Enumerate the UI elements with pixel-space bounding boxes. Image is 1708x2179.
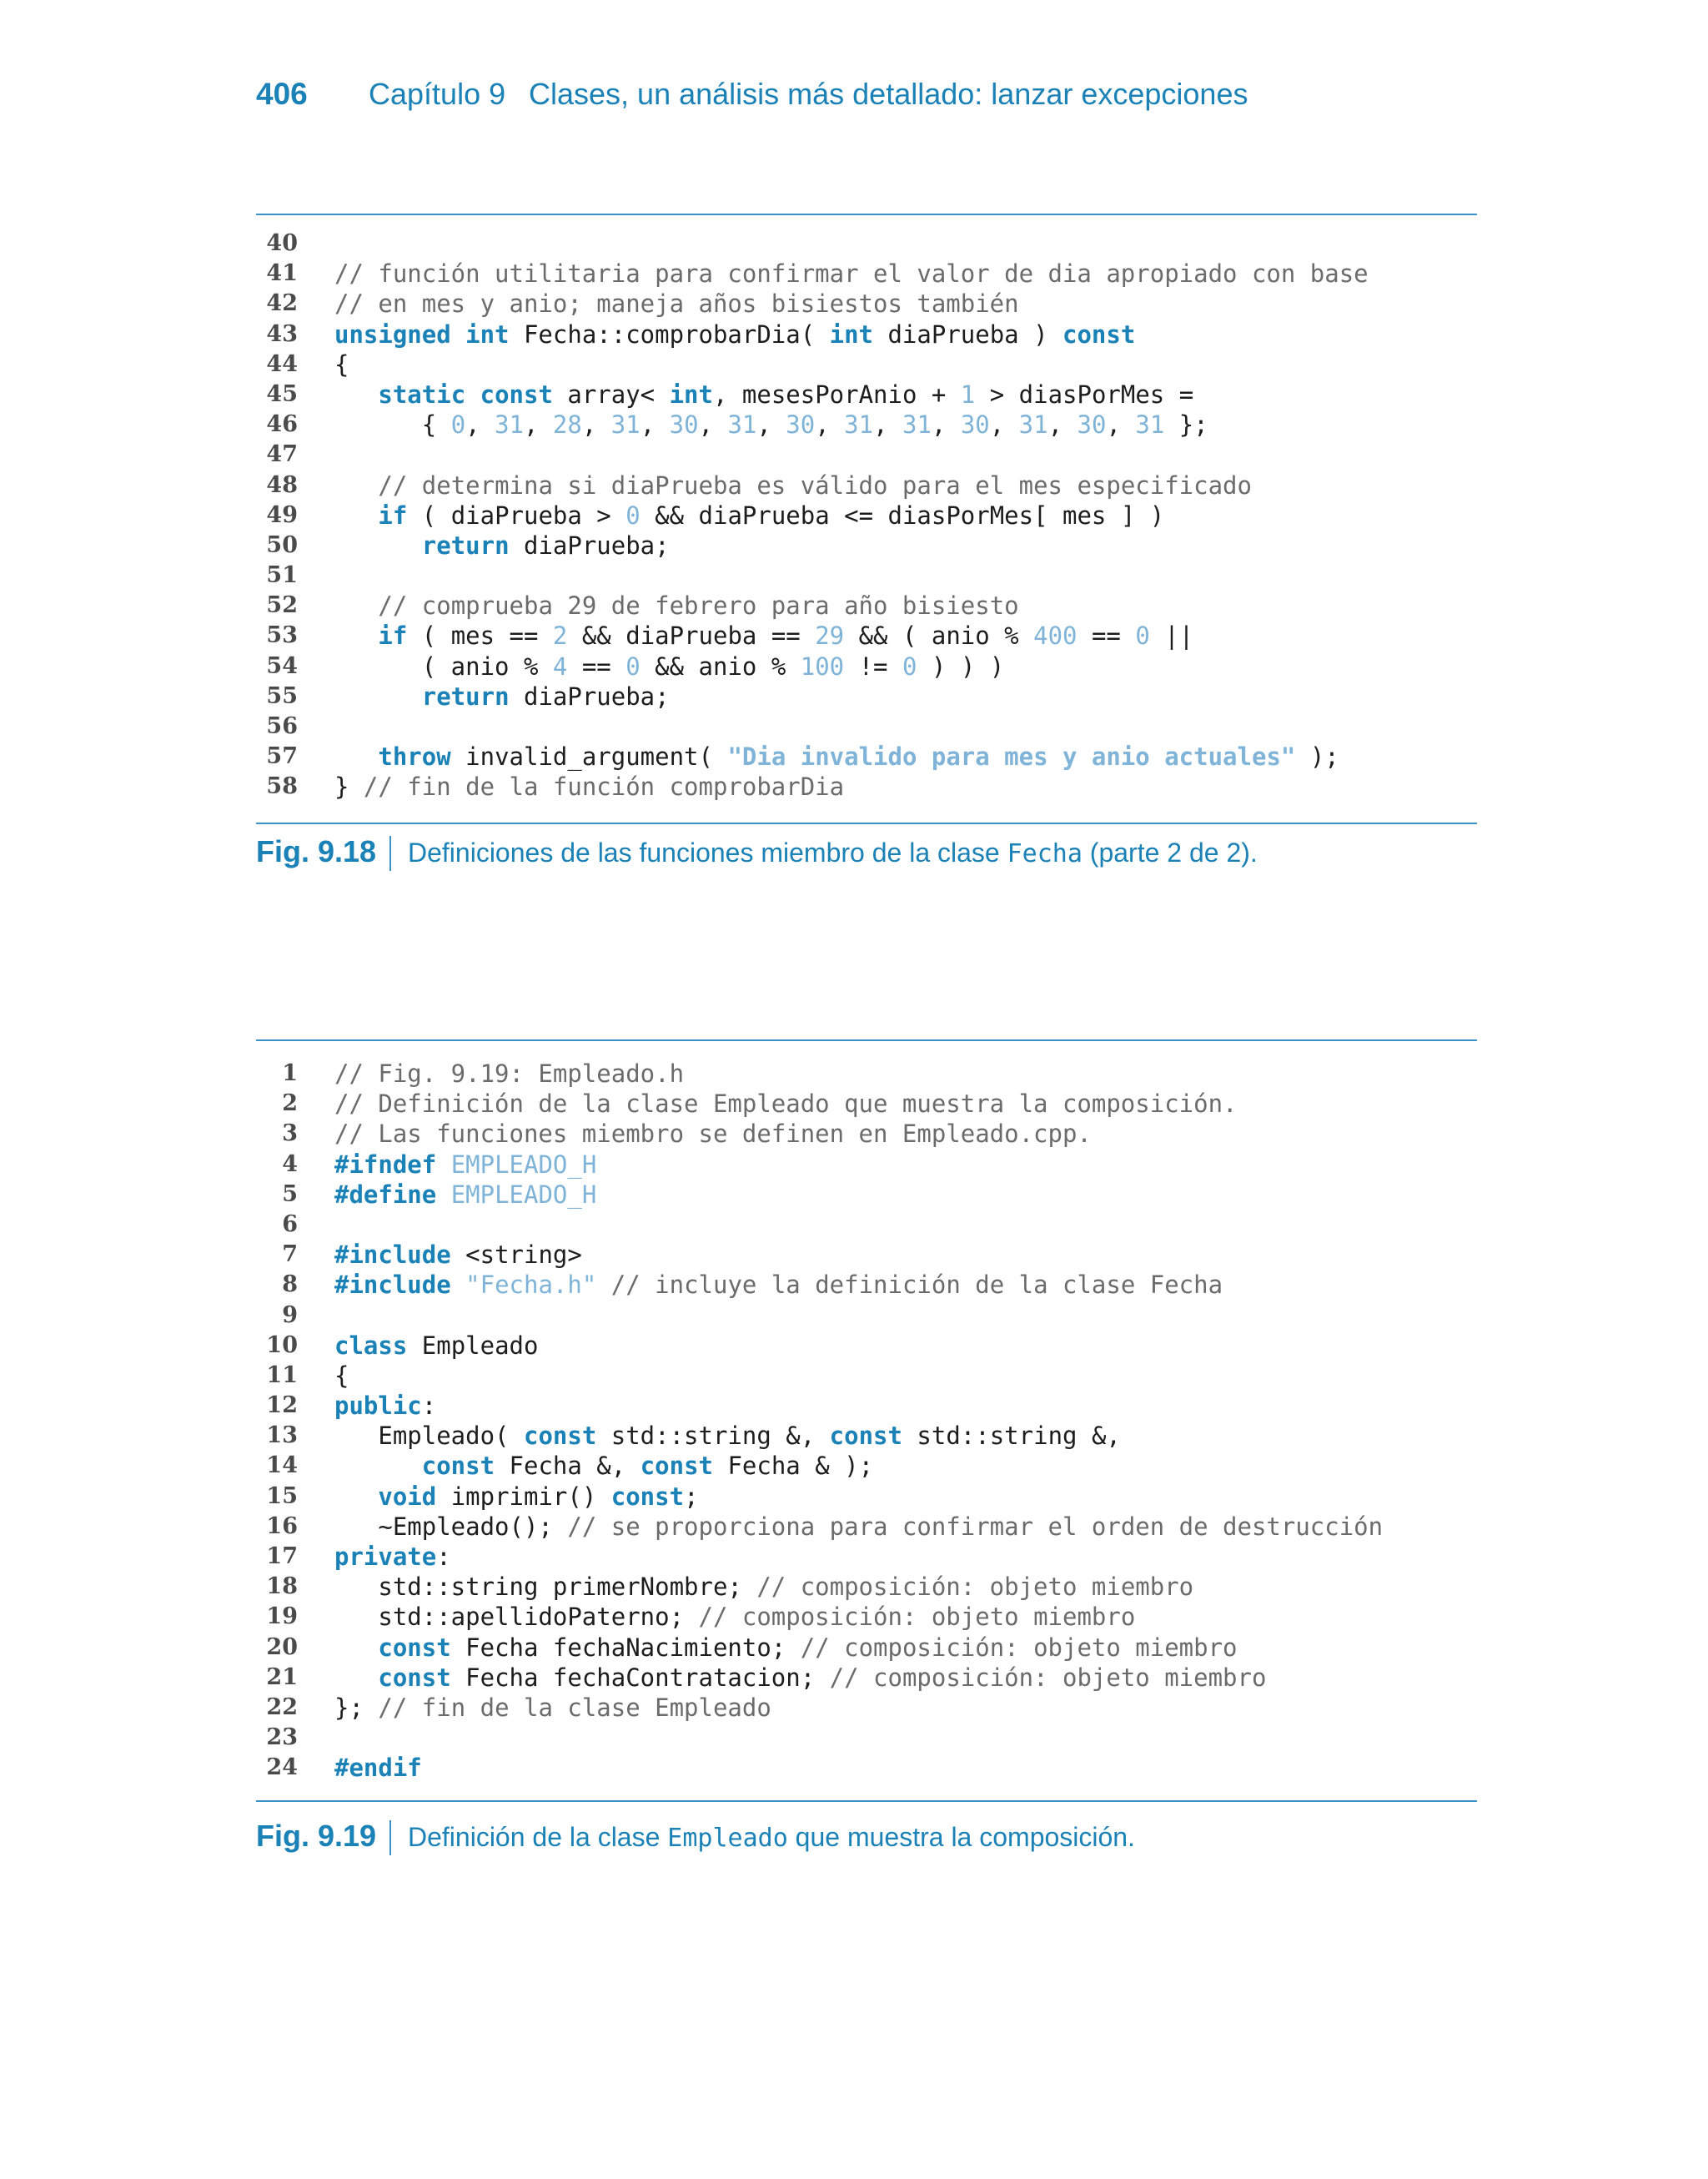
line-number: 9 bbox=[282, 1301, 298, 1328]
code-token bbox=[436, 1180, 450, 1209]
line-number: 45 bbox=[266, 380, 298, 407]
code-text bbox=[334, 1361, 349, 1391]
code-line bbox=[256, 652, 1477, 682]
code-token bbox=[334, 742, 378, 771]
line-number: 40 bbox=[266, 230, 298, 256]
code-token: "Dia invalido para mes y anio actuales" bbox=[727, 742, 1296, 772]
code-line bbox=[256, 1723, 1477, 1753]
code-token: 0 bbox=[902, 652, 917, 681]
code-token: private bbox=[334, 1542, 437, 1571]
code-line bbox=[256, 320, 1477, 350]
code-token: #define bbox=[334, 1180, 437, 1209]
code-line bbox=[256, 1301, 1477, 1331]
code-token bbox=[334, 591, 378, 620]
figure-1-code-listing bbox=[256, 229, 1477, 803]
code-text bbox=[334, 1421, 1121, 1451]
line-number: 56 bbox=[266, 713, 298, 739]
code-token: ~Empleado(); bbox=[334, 1512, 568, 1541]
code-line bbox=[256, 531, 1477, 561]
code-line bbox=[256, 1512, 1477, 1542]
code-token: == bbox=[567, 652, 626, 681]
code-token: ) ) ) bbox=[917, 652, 1005, 681]
caption-divider bbox=[389, 836, 391, 871]
code-token: Fecha fechaContratacion; bbox=[450, 1663, 830, 1692]
code-line bbox=[256, 1059, 1477, 1089]
caption-text-after: (parte 2 de 2). bbox=[1082, 838, 1258, 868]
code-token: 31 bbox=[902, 410, 932, 440]
code-token: // función utilitaria para confirmar el valor de dia apropiado con base bbox=[334, 259, 1369, 289]
code-text bbox=[334, 1240, 582, 1270]
code-token: != bbox=[844, 652, 902, 681]
line-number: 23 bbox=[266, 1724, 298, 1751]
line-number: 43 bbox=[266, 320, 298, 347]
code-line bbox=[256, 1270, 1477, 1300]
code-token: "Fecha.h" bbox=[465, 1271, 597, 1300]
line-number: 54 bbox=[266, 652, 298, 679]
code-token bbox=[334, 380, 378, 409]
code-token: #endif bbox=[334, 1754, 422, 1783]
code-line bbox=[256, 1150, 1477, 1180]
chapter-label: Capítulo 9 bbox=[369, 77, 506, 111]
code-token: static const bbox=[378, 380, 553, 409]
code-text bbox=[334, 1572, 1193, 1602]
figure-1-bottom-rule bbox=[256, 823, 1477, 824]
code-line bbox=[256, 229, 1477, 259]
figure-2-caption-text bbox=[408, 1822, 1135, 1853]
code-token bbox=[334, 621, 378, 650]
figure-2-code-listing bbox=[256, 1059, 1477, 1784]
code-token bbox=[596, 1271, 610, 1299]
code-token: , bbox=[1047, 410, 1078, 440]
code-token: 31 bbox=[844, 410, 874, 440]
code-text bbox=[334, 1089, 1238, 1119]
code-text bbox=[334, 1150, 596, 1180]
code-token: Empleado bbox=[407, 1331, 539, 1360]
line-number: 11 bbox=[266, 1361, 298, 1388]
line-number: 50 bbox=[266, 531, 298, 558]
code-token: && diaPrueba == bbox=[567, 621, 816, 651]
code-line bbox=[256, 1361, 1477, 1391]
code-text bbox=[334, 410, 1208, 440]
code-token: invalid_argument( bbox=[450, 742, 728, 772]
code-token: , bbox=[465, 410, 495, 440]
code-token: : bbox=[436, 1542, 451, 1571]
code-token: // Fig. 9.19: Empleado.h bbox=[334, 1059, 685, 1088]
code-token: && diaPrueba <= diasPorMes[ mes ] ) bbox=[640, 501, 1165, 530]
code-text bbox=[334, 350, 349, 380]
code-line bbox=[256, 259, 1477, 289]
code-token: ; bbox=[684, 1482, 699, 1511]
code-text bbox=[334, 1451, 873, 1481]
code-line bbox=[256, 591, 1477, 621]
caption-code: Empleado bbox=[667, 1824, 788, 1853]
code-line bbox=[256, 1572, 1477, 1602]
code-line bbox=[256, 561, 1477, 591]
code-line bbox=[256, 1451, 1477, 1481]
code-token: 100 bbox=[800, 652, 845, 681]
chapter-title: Clases, un análisis más detallado: lanzar excepciones bbox=[529, 77, 1248, 111]
code-token: // incluye la definición de la clase Fecha bbox=[610, 1271, 1223, 1300]
code-token: // fin de la función comprobarDia bbox=[363, 772, 845, 802]
code-line bbox=[256, 1210, 1477, 1240]
code-token: EMPLEADO_H bbox=[450, 1180, 597, 1209]
code-token: // composición: objeto miembro bbox=[800, 1633, 1238, 1662]
code-token: imprimir() bbox=[436, 1482, 611, 1511]
code-text bbox=[334, 289, 1019, 319]
code-text bbox=[334, 1331, 538, 1361]
code-token bbox=[334, 682, 422, 711]
code-token bbox=[334, 1482, 378, 1511]
code-text bbox=[334, 1270, 1223, 1300]
code-token: == bbox=[1077, 621, 1136, 651]
code-token: // comprueba 29 de febrero para año bisiesto bbox=[378, 591, 1019, 621]
code-token: EMPLEADO_H bbox=[450, 1150, 597, 1179]
code-token: && ( anio % bbox=[844, 621, 1034, 651]
code-token: || bbox=[1149, 621, 1194, 651]
code-token: // composición: objeto miembro bbox=[698, 1603, 1136, 1632]
code-token: const bbox=[829, 1422, 902, 1451]
code-token: 31 bbox=[495, 410, 524, 440]
code-token: 30 bbox=[960, 410, 990, 440]
line-number: 8 bbox=[282, 1271, 298, 1298]
code-token: <string> bbox=[450, 1240, 582, 1270]
figure-1-top-rule bbox=[256, 214, 1477, 215]
code-text bbox=[334, 1633, 1238, 1663]
code-text bbox=[334, 259, 1369, 289]
code-line bbox=[256, 1119, 1477, 1149]
code-token: public bbox=[334, 1391, 422, 1421]
code-token: void bbox=[378, 1482, 437, 1511]
code-token: { bbox=[334, 410, 451, 440]
code-text bbox=[334, 320, 1135, 350]
code-token: , bbox=[873, 410, 902, 440]
code-token: } bbox=[334, 772, 364, 802]
code-token: 0 bbox=[450, 410, 466, 440]
code-token: ); bbox=[1295, 742, 1339, 772]
code-line bbox=[256, 1331, 1477, 1361]
code-token: ( mes == bbox=[407, 621, 553, 651]
code-token: , bbox=[815, 410, 845, 440]
code-token: std::apellidoPaterno; bbox=[334, 1603, 699, 1632]
line-number: 1 bbox=[282, 1060, 298, 1086]
code-token: , bbox=[756, 410, 786, 440]
code-token bbox=[334, 1633, 378, 1662]
code-token: std::string &, bbox=[902, 1422, 1121, 1451]
code-line bbox=[256, 410, 1477, 440]
code-token bbox=[334, 1452, 422, 1480]
line-number: 41 bbox=[266, 260, 298, 287]
code-token: // Las funciones miembro se definen en Empleado.cpp. bbox=[334, 1120, 1092, 1149]
code-token: diaPrueba ) bbox=[873, 320, 1062, 349]
code-text bbox=[334, 471, 1252, 501]
code-token: 31 bbox=[1018, 410, 1048, 440]
code-token: , bbox=[524, 410, 553, 440]
code-line bbox=[256, 1663, 1477, 1693]
code-token: const bbox=[378, 1633, 451, 1662]
line-number: 5 bbox=[282, 1180, 298, 1207]
line-number: 47 bbox=[266, 441, 298, 468]
code-line bbox=[256, 380, 1477, 410]
code-token: , bbox=[931, 410, 961, 440]
line-number: 13 bbox=[266, 1422, 298, 1449]
code-token: 0 bbox=[625, 652, 640, 681]
code-text bbox=[334, 380, 1193, 410]
code-token bbox=[334, 531, 422, 560]
code-line bbox=[256, 621, 1477, 651]
line-number: 51 bbox=[266, 562, 298, 589]
line-number: 17 bbox=[266, 1543, 298, 1569]
code-token: const bbox=[640, 1452, 713, 1481]
line-number: 14 bbox=[266, 1452, 298, 1479]
code-token: unsigned int bbox=[334, 320, 510, 349]
code-token: 31 bbox=[1135, 410, 1165, 440]
code-token: { bbox=[334, 1361, 349, 1390]
line-number: 52 bbox=[266, 592, 298, 619]
line-number: 44 bbox=[266, 350, 298, 377]
code-line bbox=[256, 501, 1477, 531]
line-number: 46 bbox=[266, 411, 298, 438]
code-text bbox=[334, 1180, 596, 1210]
code-token: 30 bbox=[1077, 410, 1107, 440]
code-token: 29 bbox=[815, 621, 845, 651]
line-number: 53 bbox=[266, 622, 298, 649]
code-token: int bbox=[669, 380, 713, 409]
code-line bbox=[256, 1240, 1477, 1270]
code-line bbox=[256, 289, 1477, 319]
code-line bbox=[256, 1391, 1477, 1421]
code-token: std::string &, bbox=[596, 1422, 830, 1451]
code-token: 30 bbox=[669, 410, 699, 440]
code-token: > diasPorMes = bbox=[975, 380, 1194, 409]
code-text bbox=[334, 531, 670, 561]
caption-divider bbox=[389, 1820, 391, 1855]
code-line bbox=[256, 1542, 1477, 1572]
code-token: if bbox=[378, 621, 408, 651]
code-token: ( diaPrueba > bbox=[407, 501, 626, 530]
code-token: #include bbox=[334, 1271, 451, 1300]
caption-text-before: Definición de la clase bbox=[408, 1822, 668, 1852]
code-text bbox=[334, 1602, 1135, 1632]
line-number: 12 bbox=[266, 1392, 298, 1419]
line-number: 19 bbox=[266, 1603, 298, 1630]
code-token: }; bbox=[334, 1693, 379, 1722]
figure-1-caption-text bbox=[408, 838, 1258, 868]
code-token: // Definición de la clase Empleado que muestra la composición. bbox=[334, 1090, 1238, 1119]
code-token: , bbox=[989, 410, 1019, 440]
line-number: 48 bbox=[266, 471, 298, 498]
code-token: , bbox=[640, 410, 670, 440]
code-line bbox=[256, 440, 1477, 470]
code-token: // fin de la clase Empleado bbox=[378, 1693, 771, 1722]
code-text bbox=[334, 742, 1339, 772]
code-token: #include bbox=[334, 1240, 451, 1270]
code-token bbox=[334, 471, 378, 500]
code-token bbox=[334, 501, 378, 530]
code-text bbox=[334, 501, 1164, 531]
code-line bbox=[256, 350, 1477, 380]
code-token: std::string primerNombre; bbox=[334, 1573, 757, 1602]
line-number: 7 bbox=[282, 1241, 298, 1268]
code-token: 31 bbox=[727, 410, 757, 440]
line-number: 15 bbox=[266, 1482, 298, 1509]
code-text bbox=[334, 1542, 451, 1572]
code-token: { bbox=[334, 350, 349, 379]
code-token: class bbox=[334, 1331, 408, 1360]
code-token: // composición: objeto miembro bbox=[756, 1573, 1194, 1602]
code-text bbox=[334, 1482, 699, 1512]
line-number: 2 bbox=[282, 1090, 298, 1117]
code-token: // se proporciona para confirmar el orden de destrucción bbox=[567, 1512, 1384, 1541]
line-number: 22 bbox=[266, 1693, 298, 1720]
code-text bbox=[334, 1663, 1266, 1693]
code-token bbox=[451, 1271, 465, 1299]
code-line bbox=[256, 712, 1477, 742]
code-token: 400 bbox=[1033, 621, 1078, 651]
code-text bbox=[334, 1119, 1092, 1149]
code-token: }; bbox=[1164, 410, 1208, 440]
code-token: 28 bbox=[552, 410, 582, 440]
code-token: // determina si diaPrueba es válido para el mes especificado bbox=[378, 471, 1252, 500]
code-text bbox=[334, 1059, 684, 1089]
code-token: return bbox=[421, 531, 510, 560]
line-number: 24 bbox=[266, 1754, 298, 1781]
figure-2-top-rule bbox=[256, 1039, 1477, 1041]
line-number: 49 bbox=[266, 501, 298, 528]
code-token: // composición: objeto miembro bbox=[829, 1663, 1267, 1692]
code-line bbox=[256, 742, 1477, 772]
code-line bbox=[256, 1693, 1477, 1723]
line-number: 20 bbox=[266, 1633, 298, 1660]
code-token: 2 bbox=[552, 621, 568, 651]
code-token: 0 bbox=[1135, 621, 1150, 651]
code-token: diaPrueba; bbox=[509, 531, 670, 560]
code-token: return bbox=[421, 682, 510, 711]
caption-text-after: que muestra la composición. bbox=[787, 1822, 1135, 1852]
line-number: 16 bbox=[266, 1512, 298, 1539]
code-text bbox=[334, 772, 844, 802]
code-token: 1 bbox=[960, 380, 976, 409]
code-token: const bbox=[610, 1482, 685, 1511]
caption-text-before: Definiciones de las funciones miembro de la clase bbox=[408, 838, 1007, 868]
line-number: 10 bbox=[266, 1331, 298, 1358]
code-line bbox=[256, 772, 1477, 802]
code-line bbox=[256, 1421, 1477, 1451]
code-token: int bbox=[829, 320, 874, 349]
code-text bbox=[334, 1391, 436, 1421]
code-token: 4 bbox=[552, 652, 568, 681]
code-text bbox=[334, 652, 1004, 682]
code-line bbox=[256, 1180, 1477, 1210]
code-token: // en mes y anio; maneja años bisiestos también bbox=[334, 289, 1019, 319]
code-token: const bbox=[1062, 320, 1136, 349]
code-token: 31 bbox=[610, 410, 640, 440]
code-token: , bbox=[698, 410, 728, 440]
figure-1-label: Fig. 9.18 bbox=[256, 834, 377, 868]
page-number: 406 bbox=[256, 77, 308, 111]
code-text bbox=[334, 682, 670, 712]
code-line bbox=[256, 1753, 1477, 1783]
caption-code: Fecha bbox=[1007, 839, 1083, 868]
code-text bbox=[334, 621, 1193, 651]
code-token: #ifndef bbox=[334, 1150, 437, 1179]
code-token: const bbox=[378, 1663, 451, 1692]
code-token: throw bbox=[378, 742, 451, 772]
code-token: : bbox=[421, 1391, 437, 1421]
code-token: ( anio % bbox=[334, 652, 553, 681]
line-number: 18 bbox=[266, 1573, 298, 1600]
code-token: const bbox=[421, 1452, 495, 1481]
code-line bbox=[256, 1089, 1477, 1119]
code-token: diaPrueba; bbox=[509, 682, 670, 711]
code-text bbox=[334, 1753, 422, 1783]
line-number: 3 bbox=[282, 1120, 298, 1147]
code-token: Empleado( bbox=[334, 1422, 524, 1451]
code-token: , bbox=[1106, 410, 1136, 440]
line-number: 6 bbox=[282, 1210, 298, 1237]
code-token: const bbox=[523, 1422, 597, 1451]
code-text bbox=[334, 1693, 771, 1723]
code-line bbox=[256, 1633, 1477, 1663]
figure-2-label: Fig. 9.19 bbox=[256, 1819, 377, 1853]
code-line bbox=[256, 1602, 1477, 1632]
line-number: 57 bbox=[266, 743, 298, 770]
line-number: 58 bbox=[266, 773, 298, 800]
code-token: 0 bbox=[625, 501, 640, 530]
code-token: Fecha::comprobarDia( bbox=[509, 320, 830, 349]
line-number: 55 bbox=[266, 682, 298, 709]
code-token: Fecha & ); bbox=[713, 1452, 874, 1481]
code-token: Fecha &, bbox=[495, 1452, 640, 1481]
code-token bbox=[436, 1150, 450, 1179]
code-token bbox=[334, 1663, 378, 1692]
figure-2-bottom-rule bbox=[256, 1800, 1477, 1802]
code-line bbox=[256, 471, 1477, 501]
code-token: array< bbox=[552, 380, 670, 409]
code-token: 30 bbox=[786, 410, 816, 440]
code-token: Fecha fechaNacimiento; bbox=[450, 1633, 801, 1662]
code-token: if bbox=[378, 501, 408, 530]
line-number: 42 bbox=[266, 290, 298, 317]
line-number: 21 bbox=[266, 1663, 298, 1690]
line-number: 4 bbox=[282, 1150, 298, 1177]
code-text bbox=[334, 591, 1019, 621]
code-token: , bbox=[581, 410, 611, 440]
code-line bbox=[256, 682, 1477, 712]
code-token: && anio % bbox=[640, 652, 801, 681]
code-token: , mesesPorAnio + bbox=[712, 380, 961, 409]
code-text bbox=[334, 1512, 1383, 1542]
code-line bbox=[256, 1482, 1477, 1512]
